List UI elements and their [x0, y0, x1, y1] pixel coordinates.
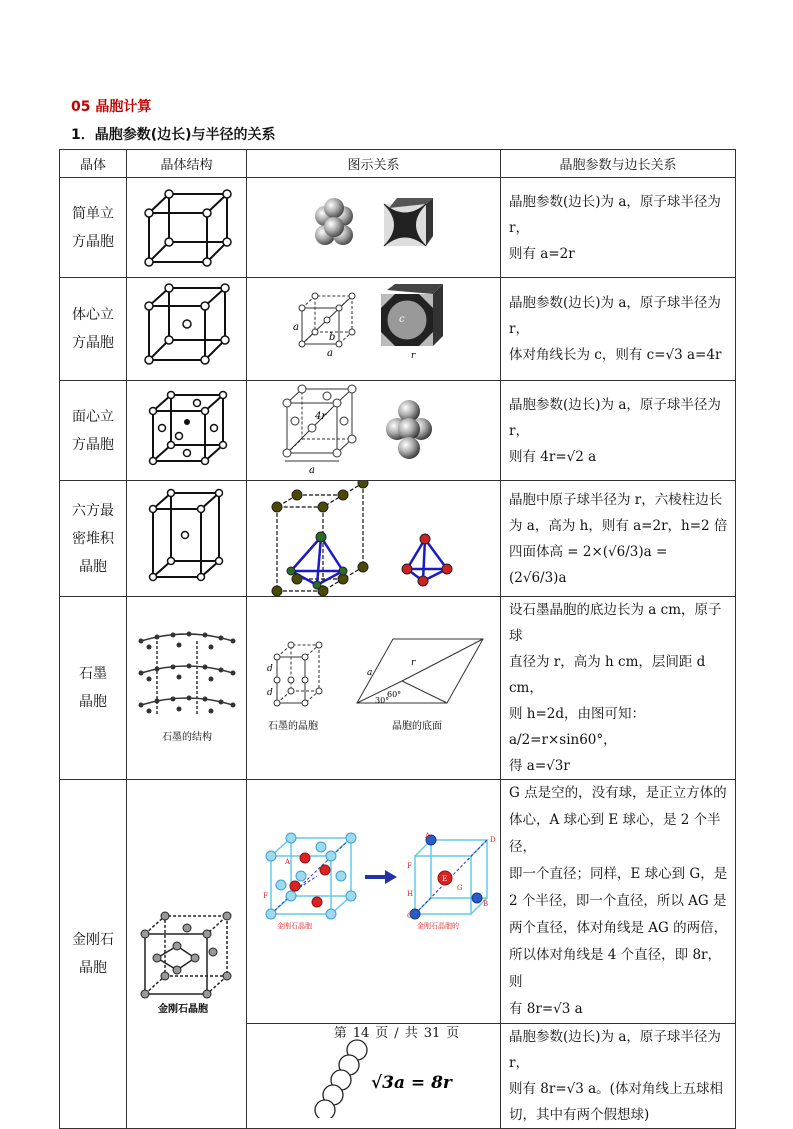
svg-text:G: G	[457, 884, 463, 892]
subsection-title: 1．晶胞参数(边长)与半径的关系	[71, 127, 276, 143]
table-header-row	[60, 150, 736, 178]
relation-text: 晶胞参数(边长)为 a，原子球半径为 r， 则有 4r=√2 a	[501, 381, 736, 481]
svg-text:A: A	[425, 832, 431, 840]
relation-text: 晶胞参数(边长)为 a，原子球半径为 r， 体对角线长为 c，则有 c=√3 a=4r	[501, 278, 736, 381]
header-relation: 晶胞参数与边长关系	[501, 150, 736, 178]
bcc-spheres	[247, 278, 500, 380]
fcc-spheres	[247, 381, 500, 480]
table-row	[60, 597, 736, 780]
row-name: 石墨 晶胞	[60, 597, 127, 780]
svg-text:C: C	[407, 912, 413, 920]
svg-text:a: a	[327, 348, 333, 359]
svg-text:r: r	[411, 351, 416, 361]
header-crystal: 晶体	[60, 150, 127, 178]
diagram-image	[247, 178, 501, 278]
svg-text:60°: 60°	[387, 689, 402, 699]
structure-image	[127, 278, 247, 381]
relation-text: 晶胞参数(边长)为 a，原子球半径为 r， 则有 8r=√3 a。(体对角线上五球相 切，其中有两个假想球)	[501, 1024, 736, 1129]
table-row	[60, 780, 736, 1024]
svg-text:c: c	[399, 314, 405, 325]
svg-text:r: r	[411, 657, 416, 668]
crystal-table	[59, 149, 736, 1129]
structure-image	[127, 178, 247, 278]
row-name: 六方最 密堆积 晶胞	[60, 481, 127, 597]
graphite-structure	[127, 625, 246, 752]
svg-text:H: H	[407, 890, 414, 898]
svg-text:F: F	[407, 862, 412, 870]
relation-text: 晶胞参数(边长)为 a，原子球半径为 r， 则有 a=2r	[501, 178, 736, 278]
page-footer: 第 14 页 / 共 31 页	[333, 1026, 460, 1041]
svg-text:B: B	[483, 900, 489, 908]
svg-text:石墨的结构: 石墨的结构	[162, 731, 212, 743]
diagram-image	[247, 597, 501, 780]
svg-text:√3a = 8r: √3a = 8r	[371, 1073, 452, 1093]
diamond-structure	[127, 816, 246, 1092]
diamond-diagonal-spheres	[247, 1034, 500, 1118]
table-row	[60, 278, 736, 381]
row-name: 体心立 方晶胞	[60, 278, 127, 381]
svg-text:d: d	[267, 687, 273, 698]
svg-text:石墨的晶胞: 石墨的晶胞	[268, 720, 318, 732]
row-name: 简单立 方晶胞	[60, 178, 127, 278]
svg-text:d: d	[267, 663, 273, 674]
diamond-cell-colored	[247, 806, 500, 997]
bcc-diagram	[127, 278, 246, 380]
svg-text:金刚石晶胞: 金刚石晶胞	[277, 922, 312, 930]
svg-text:30°: 30°	[375, 695, 390, 705]
hcp-spheres	[247, 481, 500, 596]
svg-text:a: a	[367, 667, 373, 678]
svg-text:a: a	[309, 465, 315, 476]
diagram-image	[247, 780, 501, 1024]
row-name: 面心立 方晶胞	[60, 381, 127, 481]
diagram-image	[247, 381, 501, 481]
header-structure: 晶体结构	[127, 150, 247, 178]
structure-image	[127, 780, 247, 1129]
table-row	[60, 178, 736, 278]
svg-text:a: a	[293, 322, 299, 333]
svg-text:F: F	[263, 892, 268, 900]
svg-text:金刚石晶胞: 金刚石晶胞	[158, 1004, 208, 1015]
diagram-image	[247, 278, 501, 381]
svg-text:D: D	[490, 836, 496, 844]
simple-cubic-diagram	[127, 178, 246, 277]
section-title: 05 晶胞计算	[71, 99, 152, 115]
svg-text:A: A	[285, 858, 291, 866]
svg-text:金刚石晶胞的: 金刚石晶胞的	[417, 922, 459, 930]
relation-text: 设石墨晶胞的底边长为 a cm，原子球 直径为 r，高为 h cm，层间距 d cm， 则 h=2d，由图可知：a/2=r×sin60°， 得 a=√3r	[501, 597, 736, 780]
row-name: 金刚石 晶胞	[60, 780, 127, 1129]
structure-image	[127, 481, 247, 597]
relation-text: G 点是空的，没有球，是正立方体的 体心，A 球心到 E 球心，是 2 个半径， 即一个直径；同样，E 球心到 G，是 2 个半径，即一个直径，所以 AG 是 两个直径，体对角线是 AG 的两倍， 所以体对角线是 4 个直径，即 8r，则 有 8r=√3 a	[501, 780, 736, 1024]
diagram-image	[247, 481, 501, 597]
relation-text: 晶胞中原子球半径为 r，六棱柱边长 为 a，高为 h，则有 a=2r，h=2 倍 四面体高 = 2×(√6/3)a = (2√6/3)a	[501, 481, 736, 597]
svg-text:b: b	[329, 332, 336, 343]
structure-image	[127, 381, 247, 481]
hcp-diagram	[127, 481, 246, 596]
structure-image	[127, 597, 247, 780]
simple-cubic-spheres	[247, 178, 500, 277]
svg-text:E: E	[442, 875, 448, 883]
table-row	[60, 481, 736, 597]
svg-text:4r: 4r	[315, 411, 327, 422]
table-row	[60, 381, 736, 481]
fcc-diagram	[127, 381, 246, 480]
graphite-cell	[247, 625, 500, 752]
header-diagram: 图示关系	[247, 150, 501, 178]
svg-text:晶胞的底面: 晶胞的底面	[392, 720, 442, 732]
